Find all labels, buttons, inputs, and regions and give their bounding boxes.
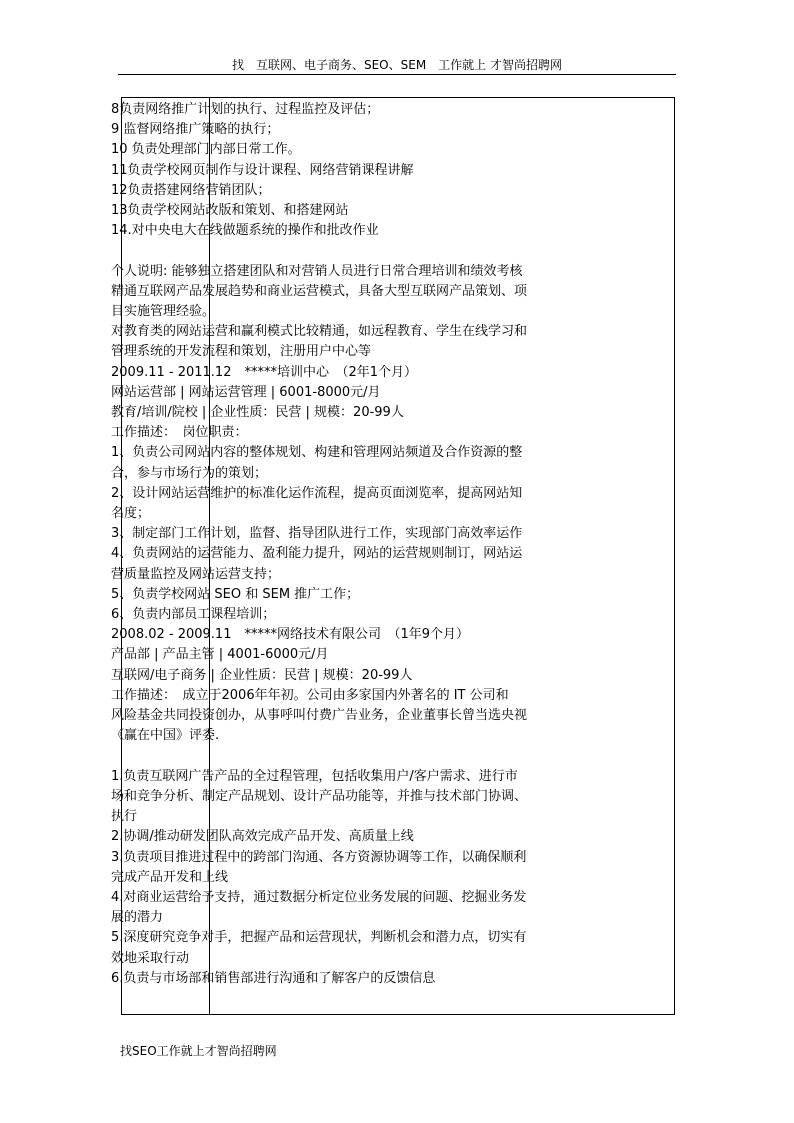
content-line: 产品部 | 产品主管 | 4001-6000元/月 bbox=[111, 647, 329, 663]
content-line: 互联网/电子商务 | 企业性质：民营 | 规模：20-99人 bbox=[111, 667, 413, 683]
content-line: 14.对中央电大在线做题系统的操作和批改作业 bbox=[111, 223, 379, 239]
content-line: 效地采取行动 bbox=[111, 950, 190, 966]
content-line: 个人说明: 能够独立搭建团队和对营销人员进行日常合理培训和绩效考核 bbox=[111, 263, 523, 279]
content-line: 网站运营部 | 网站运营管理 | 6001-8000元/月 bbox=[111, 384, 381, 400]
content-line: 营质量监控及网站运营支持； bbox=[111, 566, 281, 582]
content-line: 2.协调/推动研发团队高效完成产品开发、高质量上线 bbox=[111, 829, 414, 845]
content-line: 13负责学校网站改版和策划、和搭建网站 bbox=[111, 203, 349, 219]
content-line: 3、制定部门工作计划，监督、指导团队进行工作，实现部门高效率运作 bbox=[111, 526, 523, 542]
content-line: 4、负责网站的运营能力、盈利能力提升，网站的运营规则制订，网站运 bbox=[111, 546, 523, 562]
content-line: 9 监督网络推广策略的执行； bbox=[111, 122, 280, 138]
table-content-cell bbox=[111, 100, 673, 989]
content-line: 展的潜力 bbox=[111, 910, 164, 926]
content-line: 3.负责项目推进过程中的跨部门沟通、各方资源协调等工作，以确保顺利 bbox=[111, 849, 527, 865]
content-line: 对教育类的网站运营和赢利模式比较精通，如远程教育、学生在线学习和 bbox=[111, 324, 528, 340]
content-line: 5.深度研究竞争对手，把握产品和运营现状，判断机会和潜力点，切实有 bbox=[111, 930, 527, 946]
content-line: 12负责搭建网络营销团队； bbox=[111, 182, 271, 198]
content-line: 2、设计网站运营维护的标准化运作流程，提高页面浏览率，提高网站知 bbox=[111, 485, 523, 501]
content-line: 精通互联网产品发展趋势和商业运营模式，具备大型互联网产品策划、项 bbox=[111, 283, 528, 299]
content-line: 名度； bbox=[111, 506, 151, 522]
content-line: 教育/培训/院校 | 企业性质：民营 | 规模：20-99人 bbox=[111, 405, 404, 421]
content-line: 工作描述： 成立于2006年年初。公司由多家国内外著名的 IT 公司和 bbox=[111, 687, 509, 703]
content-line: 完成产品开发和上线 bbox=[111, 869, 229, 885]
content-line: 6.负责与市场部和销售部进行沟通和了解客户的反馈信息 bbox=[111, 970, 436, 986]
content-line: 4.对商业运营给予支持，通过数据分析定位业务发展的问题、挖掘业务发 bbox=[111, 889, 527, 905]
content-line: 目实施管理经验。 bbox=[111, 304, 216, 320]
content-line: 合，参与市场行为的策划； bbox=[111, 465, 268, 481]
content-line: 1.负责互联网广告产品的全过程管理，包括收集用户/客户需求、进行市 bbox=[111, 768, 518, 784]
content-line: 管理系统的开发流程和策划，注册用户中心等 bbox=[111, 344, 372, 360]
content-line: 《赢在中国》评委. bbox=[111, 728, 220, 744]
content-line: 5、负责学校网站 SEO 和 SEM 推广工作； bbox=[111, 586, 360, 602]
content-line: 1、负责公司网站内容的整体规划、构建和管理网站频道及合作资源的整 bbox=[111, 445, 523, 461]
content-line: 2008.02 - 2009.11 *****网络技术有限公司 （1年9个月） bbox=[111, 627, 470, 643]
blank-line bbox=[111, 747, 673, 767]
content-line: 执行 bbox=[111, 809, 138, 825]
content-line: 风险基金共同投资创办，从事呼叫付费广告业务，企业董事长曾当选央视 bbox=[111, 708, 528, 724]
content-line: 2009.11 - 2011.12 *****培训中心 （2年1个月） bbox=[111, 364, 418, 380]
content-line: 10 负责处理部门内部日常工作。 bbox=[111, 142, 301, 158]
content-line: 8负责网络推广计划的执行、过程监控及评估； bbox=[111, 102, 380, 117]
content-line: 工作描述： 岗位职责： bbox=[111, 425, 248, 441]
content-line: 6、负责内部员工课程培训； bbox=[111, 607, 276, 623]
header-divider bbox=[118, 74, 676, 75]
content-line: 场和竞争分析、制定产品规划、设计产品功能等，并推与技术部门协调、 bbox=[111, 788, 528, 804]
content-line: 11负责学校网页制作与设计课程、网络营销课程讲解 bbox=[111, 162, 414, 178]
page-footer: 找SEO工作就上才智尚招聘网 bbox=[120, 1044, 277, 1058]
blank-line bbox=[111, 241, 673, 261]
page-header: 找 互联网、电子商务、SEO、SEM 工作就上 才智尚招聘网 bbox=[231, 58, 562, 72]
